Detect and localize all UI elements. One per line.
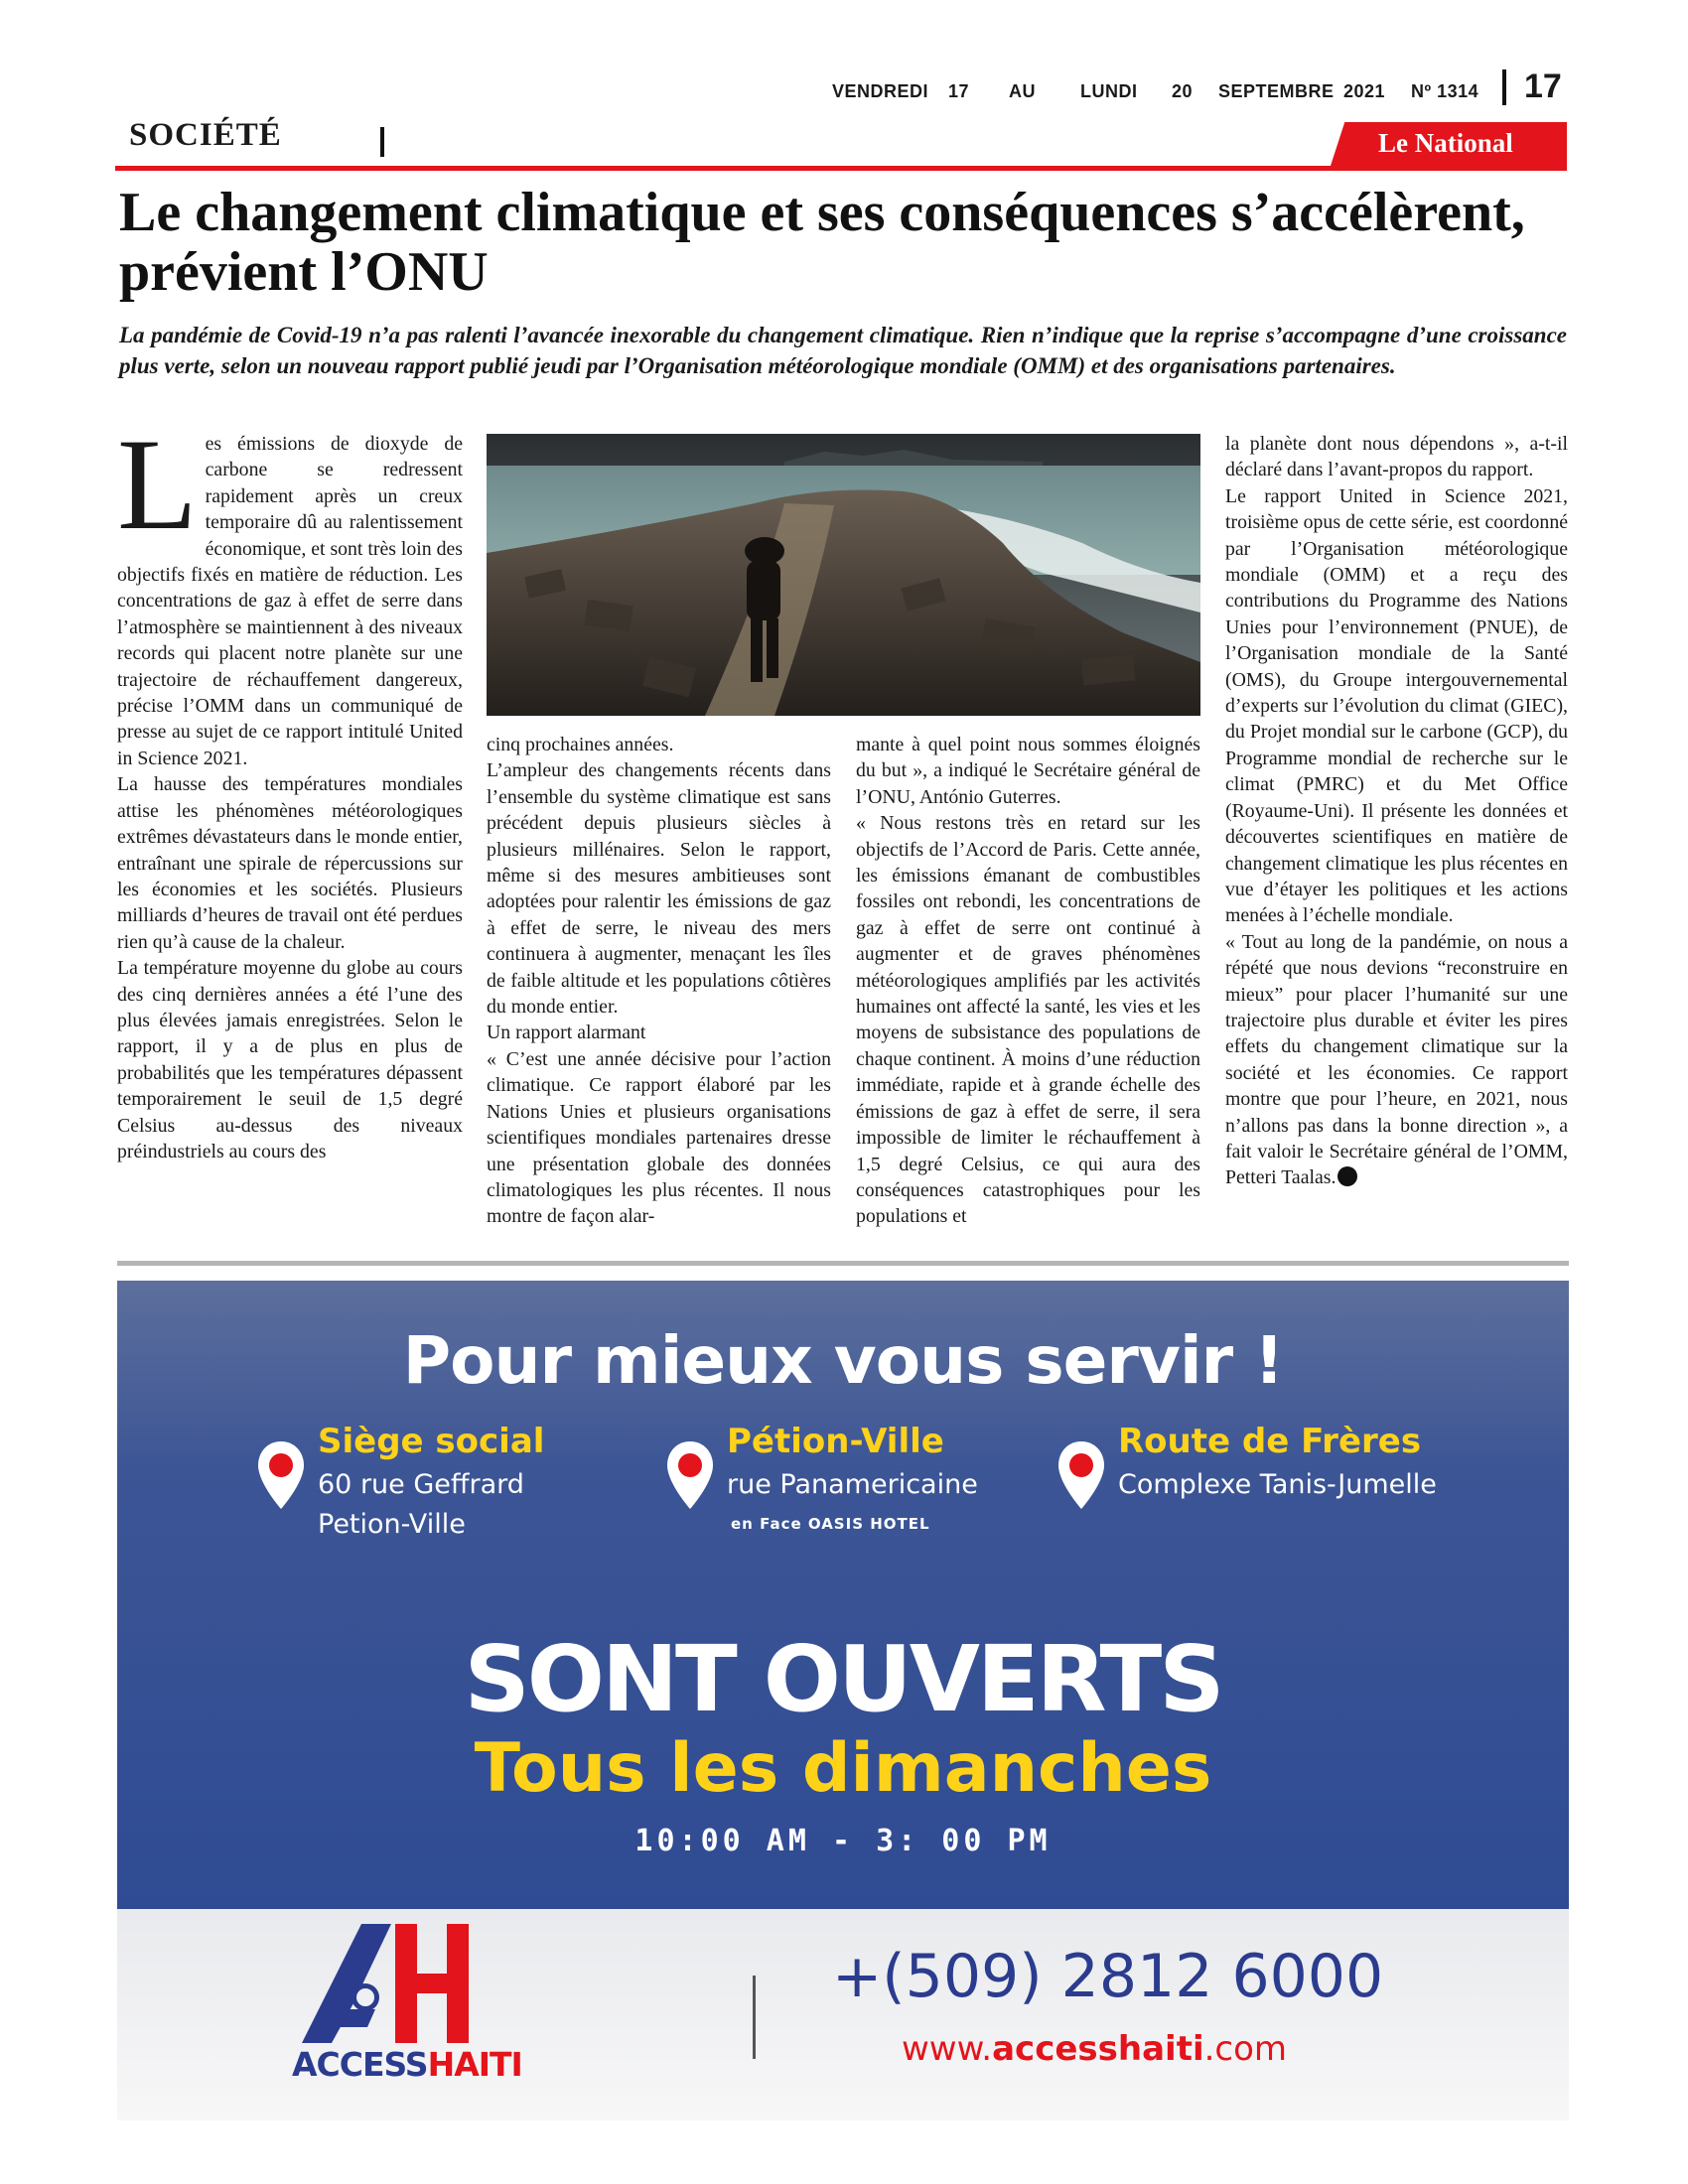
article-paragraph: La hausse des températures mondiales attise les phénomènes météorologiques extrêmes dévastateurs dans le monde entier, entraînant une spirale de répercussions sur les économies et les sociétés. Plusieurs milliards d’heures de travail ont été perdues rien qu’à cause de la chaleur. (117, 773, 463, 953)
location-name: Route de Frères (1118, 1422, 1422, 1461)
map-pin-icon (665, 1439, 715, 1511)
article-paragraph: Les émissions de dioxyde de carbone se redressent rapidement après un creux temporaire dû au ralentissement économique, et sont très loin des objectifs fixés en matière de réduction. Les concentrations de gaz à effet de serre dans l’atmosphère se maintiennent à des niveaux records qui placent notre planète sur une trajectoire de réchauffement dangereux, précise l’OMM dans un communiqué de presse au sujet de ce rapport intitulé United in Science 2021. (117, 411, 463, 769)
ad-headline: SONT OUVERTS (464, 1626, 1222, 1732)
map-pin-icon (256, 1439, 306, 1511)
article-paragraph: L’ampleur des changements récents dans l’ensemble du système climatique est sans précédent depuis plusieurs siècles à plusieurs millénaires. Selon le rapport, même si des mesures ambitieuses sont adoptées pour ralentir les émissions de gaz à effet de serre, le niveau des mers continuera à augmenter, menaçant les îles de faible altitude et les populations côtières du monde entier. (487, 759, 831, 1019)
dateline-day1: VENDREDI (832, 81, 929, 101)
dateline-day2: LUNDI (1080, 81, 1138, 101)
ad-separator (117, 1261, 1569, 1266)
dateline-num1: 17 (948, 81, 970, 101)
access-haiti-wordmark: ACCESSHAITI (292, 2045, 522, 2084)
access-haiti-logo-icon (292, 1914, 481, 2053)
article-subheading: Un rapport alarmant (487, 1022, 646, 1044)
section-divider (380, 127, 384, 157)
page-number: 17 (1524, 68, 1562, 105)
dateline-month: SEPTEMBRE (1218, 81, 1335, 101)
header-rule (115, 166, 1567, 171)
location-name: Siège social (318, 1422, 545, 1461)
location-address: 60 rue Geffrard (318, 1469, 524, 1500)
drop-cap: L (117, 411, 198, 557)
article-paragraph: mante à quel point nous sommes éloignés du but », a indiqué le Secrétaire général de l’ONU, António Guterres. (856, 734, 1200, 808)
article-paragraph: La température moyenne du globe au cours des cinq dernières années a été l’une des plus élevées jamais enregistrées. Selon le rapport, il y a de plus en plus de probabilités que les températures dépassent temporairement le seuil de 1,5 degré Celsius au-dessus des niveaux préindustriels au cours des (117, 957, 463, 1162)
dateline-issue: Nº 1314 (1411, 81, 1479, 101)
article-paragraph: Le rapport United in Science 2021, troisième opus de cette série, est coordonné par l’Organisation météorologique mondiale (OMM) et a reçu des contributions du Programme des Nations Unies pour l’environnement (PNUE), de l’Organisation mondiale de la Santé (OMS), du Groupe intergouvernemental d’experts sur l’évolution du climat (GIEC), du Projet mondial sur le carbone (GCP), du Programme mondial de recherche sur le climat (PMRC) et du Met Office (Royaume-Uni). Il présente les données et découvertes scientifiques en matière de changement climatique les plus récentes en vue d’étayer les politiques et les actions menées à l’échelle mondiale. (1225, 484, 1568, 927)
article-column-2 (487, 732, 831, 1230)
article-column-1 (117, 411, 463, 1245)
location-landmark: en Face OASIS HOTEL (731, 1515, 930, 1533)
article-standfirst: La pandémie de Covid-19 n’a pas ralenti l’avancée inexorable du changement climatique. Rien n’indique que la reprise s’accompagne d’une croissance plus verte, selon un nouveau rapport publié jeudi par l’Organisation météorologique mondiale (OMM) et des organisations partenaires. (119, 323, 1567, 378)
article-paragraph: la planète dont nous dépendons », a-t-il déclaré dans l’avant-propos du rapport. (1225, 433, 1568, 481)
ad-phone-number[interactable]: +(509) 2812 6000 (832, 1942, 1384, 2011)
article-column-4 (1225, 431, 1568, 1191)
location-address: Complexe Tanis-Jumelle (1118, 1469, 1437, 1500)
end-of-article-icon (1337, 1166, 1357, 1186)
ad-contact-divider (753, 1976, 756, 2059)
section-label: SOCIÉTÉ (129, 117, 282, 153)
ad-website-link[interactable]: www.accesshaiti.com (902, 2029, 1288, 2069)
dateline-au: AU (1009, 81, 1036, 101)
ad-title: Pour mieux vous servir ! (402, 1322, 1284, 1399)
article-paragraph: cinq prochaines années. (487, 734, 674, 755)
article-paragraph: « Nous restons très en retard sur les objectifs de l’Accord de Paris. Cette année, les émissions émanant de combustibles fossiles ont rebondi, les concentrations de gaz à effet de serre ont continué à augmenter et de graves phénomènes météorologiques amplifiés par les activités humaines ont affecté la santé, les vies et les moyens de subsistance des populations de chaque continent. À moins d’une réduction immédiate, rapide et à grande échelle des émissions de gaz à effet de serre, il sera impossible de limiter le réchauffement à 1,5 degré Celsius, ce qui aura des conséquences catastrophiques pour les populations et (856, 812, 1200, 1228)
location-address: rue Panamericaine (727, 1469, 978, 1500)
dateline (832, 77, 1487, 107)
article-photo (487, 434, 1200, 716)
header-divider (1502, 69, 1506, 105)
location-city: Petion-Ville (318, 1509, 466, 1540)
dateline-year: 2021 (1343, 81, 1386, 101)
article-paragraph: « Tout au long de la pandémie, on nous a répété que nous devions “reconstruire en mieux” pour placer l’humanité sur une trajectoire plus durable et éviter les pires effets du changement climatique sur la société et les économies. Ce rapport montre que pour l’heure, en 2021, nous n’allons pas dans la bonne direction », a fait valoir le Secrétaire général de l’OMM, Petteri Taalas. (1225, 930, 1568, 1189)
masthead-name: Le National (1378, 128, 1513, 158)
ad-subheadline: Tous les dimanches (474, 1729, 1212, 1808)
map-pin-icon (1056, 1439, 1106, 1511)
article-column-3 (856, 732, 1200, 1230)
article-headline: Le changement climatique et ses conséquences s’accélèrent, prévient l’ONU (119, 182, 1525, 303)
article-paragraph: « C’est une année décisive pour l’action climatique. Ce rapport élaboré par les Nations Unies et plusieurs organisations scientifiques mondiales partenaires dresse une présentation globale des données climatologiques les plus récentes. Il nous montre de façon alar- (487, 1047, 831, 1228)
dateline-num2: 20 (1172, 81, 1194, 101)
location-name: Pétion-Ville (727, 1422, 944, 1461)
access-haiti-advertisement[interactable] (117, 1281, 1569, 2120)
ad-hours: 10:00 AM - 3: 00 PM (634, 1824, 1052, 1858)
